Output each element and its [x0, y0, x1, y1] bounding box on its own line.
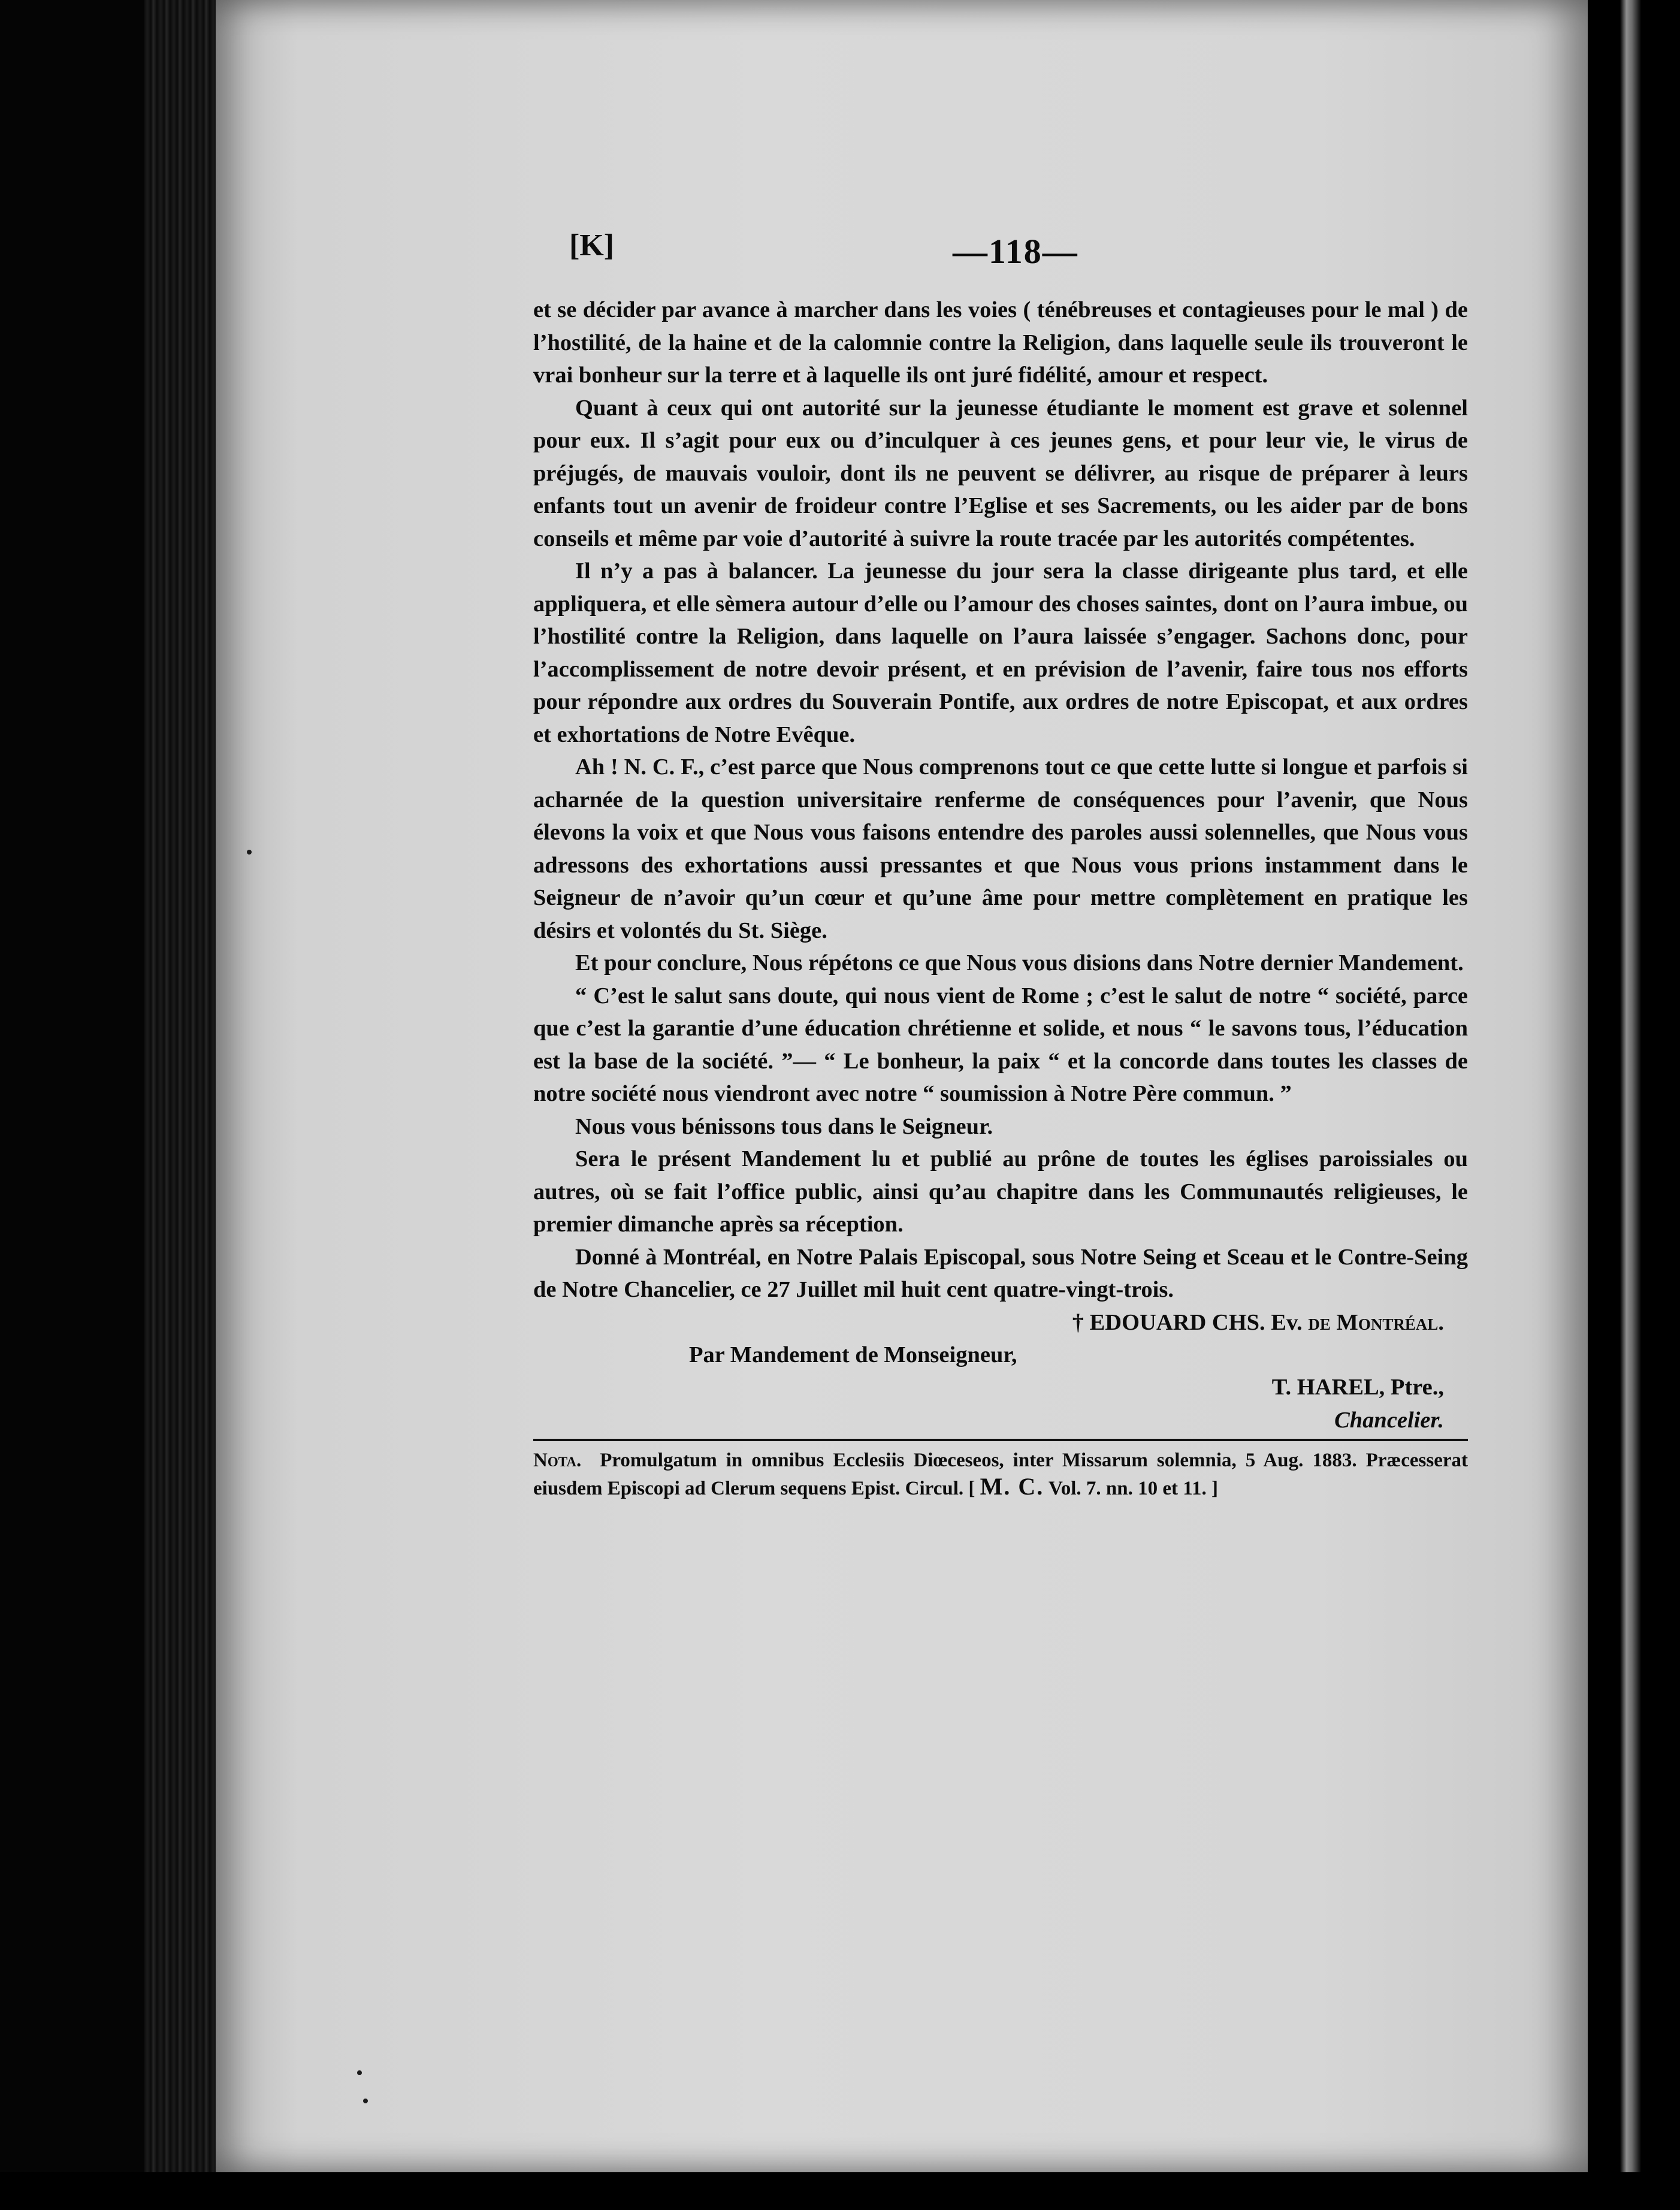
- book-spine-edge: [144, 0, 216, 2210]
- speck: [357, 2070, 362, 2075]
- signature-mark: [K]: [569, 228, 615, 262]
- footnote-text-1: Promulgatum in omnibus Ecclesiis Diœceseos, inter Missarum solemnia, 5 Aug. 1883. Præcesserat eiusdem Episcopi ad Clerum sequens Epist. Circul. [: [533, 1450, 1469, 1499]
- chancellor-title: Chancelier.: [1334, 1407, 1444, 1433]
- mandate-line: Par Mandement de Monseigneur,: [689, 1342, 1017, 1367]
- paragraph-publication: Sera le présent Mandement lu et publié au prône de toutes les églises paroissiales ou autres, où se fait l’office public, ainsi qu’au chapitre dans les Communautés religieuses, le premier dimanche après sa réception.: [533, 1146, 1468, 1237]
- body-text: [533, 294, 1468, 1306]
- document-text: [533, 228, 1468, 1502]
- speck: [247, 850, 252, 855]
- footnote-rule: [533, 1439, 1468, 1441]
- paragraph-continuation: et se décider par avance à marcher dans les voies ( ténébreuses et contagieuses pour le mal ) de l’hostilité, de la haine et de la calomnie contre la Religion, dans laquelle seule ils trouveront le vrai bonheur sur la terre et à laquelle ils ont juré fidélité, amour et respect.: [533, 297, 1468, 388]
- footnote-text-2: Vol. 7. nn. 10 et 11. ]: [1048, 1478, 1218, 1499]
- chancellor-name: T. HAREL, Ptre.,: [1271, 1375, 1444, 1400]
- footnote-label: Nota.: [533, 1450, 582, 1471]
- page-header: [533, 228, 1468, 294]
- bishop-name: † EDOUARD CHS. Ev.: [1072, 1309, 1303, 1335]
- chancellor-row: [533, 1339, 1468, 1371]
- speck: [363, 2099, 368, 2103]
- paragraph-conclusion: Et pour conclure, Nous répétons ce que Nous vous disions dans Notre dernier Mandement.: [575, 950, 1464, 976]
- paragraph-given-at: Donné à Montréal, en Notre Palais Episcopal, sous Notre Seing et Sceau et le Contre-Seing de Notre Chancelier, ce 27 Juillet mil huit cent quatre-vingt-trois.: [533, 1244, 1468, 1302]
- footnote-mc: M. C.: [980, 1473, 1044, 1500]
- paragraph-blessing: Nous vous bénissons tous dans le Seigneur.: [575, 1113, 993, 1139]
- footnote: [533, 1447, 1468, 1502]
- adjacent-page-edge: [1588, 0, 1680, 2210]
- paragraph-balancer: Il n’y a pas à balancer. La jeunesse du jour sera la classe dirigeante plus tard, et elle appliquera, et elle sèmera autour d’elle ou l’amour des choses saintes, dont on l’aura imbue, ou l’hostilité contre la Religion, dans laquelle on l’aura laissée s’engager. Sachons donc, pour l’accomplissement de notre devoir présent, et en prévision de l’avenir, faire tous nos efforts pour répondre aux ordres du Souverain Pontife, aux ordres de notre Episcopat, et aux ordres et exhortations de Notre Evêque.: [533, 558, 1468, 747]
- bishop-see: de Montréal.: [1308, 1309, 1444, 1335]
- paragraph-authority: Quant à ceux qui ont autorité sur la jeunesse étudiante le moment est grave et solennel pour eux. Il s’agit pour eux ou d’inculquer à ces jeunes gens, et pour leur vie, le virus de préjugés, de mauvais vouloir, dont ils ne peuvent se délivrer, au risque de préparer à leurs enfants tout un avenir de froideur contre l’Eglise et ses Sacrements, ou les aider par de bons conseils et même par voie d’autorité à suivre la route tracée par les autorités compétentes.: [533, 395, 1468, 551]
- paragraph-exhortation: Ah ! N. C. F., c’est parce que Nous comprenons tout ce que cette lutte si longue et parfois si acharnée de la question universitaire renferme de conséquences pour l’avenir, que Nous élevons la voix et que Nous vous faisons entendre des paroles aussi solennelles, que Nous vous adressons des exhortations aussi pressantes et que Nous vous prions instamment dans le Seigneur de n’avoir qu’un cœur et qu’une âme pour mettre complètement en pratique les désirs et volontés du St. Siège.: [533, 754, 1468, 943]
- page-number: —118—: [953, 232, 1078, 271]
- paragraph-quotation: “ C’est le salut sans doute, qui nous vient de Rome ; c’est le salut de notre “ société, parce que c’est la garantie d’une éducation chrétienne et solide, et nous “ le savons tous, l’éducation est la base de la société. ”— “ Le bonheur, la paix “ et la concorde dans toutes les classes de notre société nous viendront avec notre “ soumission à Notre Père commun. ”: [533, 983, 1468, 1106]
- bottom-border: [0, 2172, 1680, 2210]
- bishop-signature: [533, 1306, 1468, 1339]
